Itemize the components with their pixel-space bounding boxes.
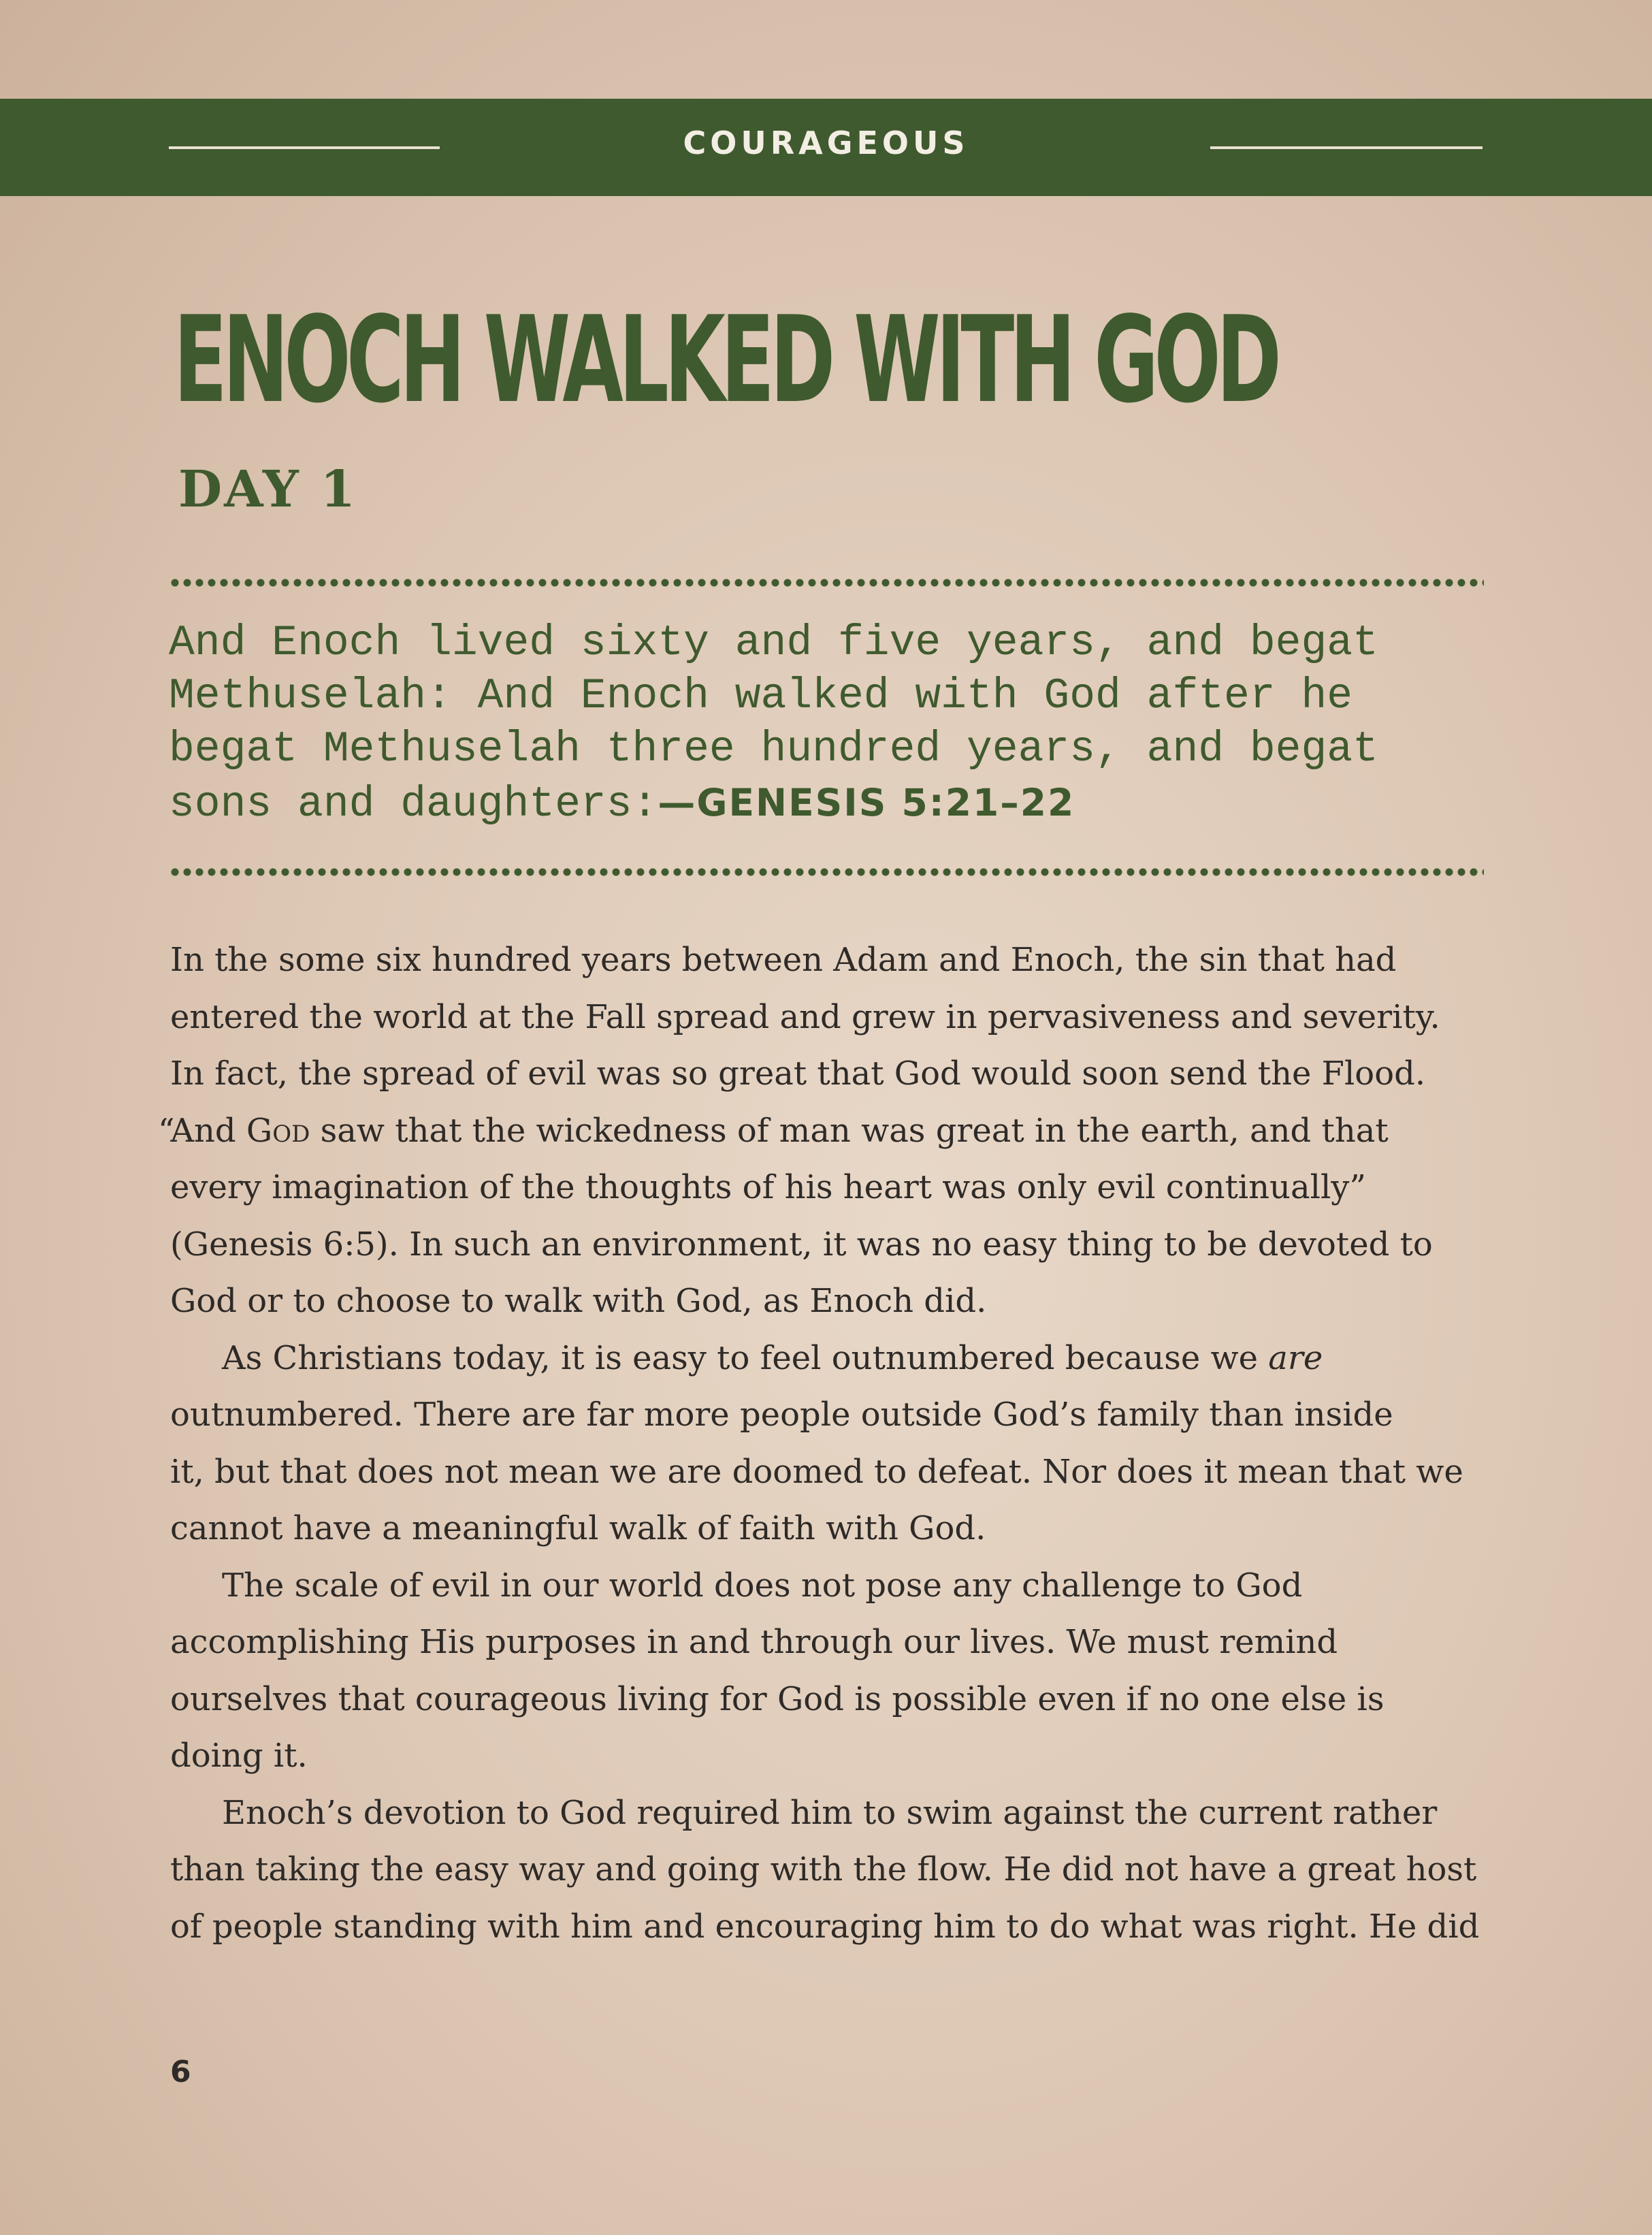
body-line: doing it. [170,1737,308,1775]
divine-name: God [246,1111,310,1150]
emphasis: are [1268,1338,1323,1377]
body-line: In fact, the spread of evil was so great that God would soon send the Flood. [170,1055,1426,1093]
dotted-divider-top [169,577,1484,588]
body-line: of people standing with him and encouraging him to do what was right. He did [170,1907,1480,1946]
body-line [158,1103,1494,1160]
body-text [158,932,1494,1955]
body-line: (Genesis 6:5). In such an environment, it was no easy thing to be devoted to [170,1225,1433,1264]
page-number: 6 [170,2055,191,2089]
verse-line: And Enoch lived sixty and five years, and begat [169,619,1378,667]
verse-line [169,776,1489,831]
body-line: God or to choose to walk with God, as Enoch did. [170,1282,987,1320]
page-title: ENOCH WALKED WITH GOD [174,291,1278,430]
body-line: The scale of evil in our world does not pose any challenge to God [222,1566,1303,1605]
body-line-segment: As Christians today, it is easy to feel outnumbered because we [222,1338,1269,1377]
body-line: ourselves that courageous living for God is possible even if no one else is [170,1679,1384,1718]
body-line-segment: “And [158,1111,246,1150]
verse-line: Methuselah: And Enoch walked with God after he [169,672,1353,720]
verse-reference: —GENESIS 5:21–22 [658,781,1075,824]
body-line: outnumbered. There are far more people outside God’s family than inside [170,1396,1393,1434]
header-band [0,99,1652,196]
body-line: In the some six hundred years between Adam and Enoch, the sin that had [170,941,1397,979]
dotted-divider-bottom [169,867,1484,878]
verse-line-text: sons and daughters: [169,780,658,829]
scripture-verse [169,617,1489,831]
verse-line: begat Methuselah three hundred years, and begat [169,725,1378,773]
body-line: entered the world at the Fall spread and grew in pervasiveness and severity. [170,997,1440,1036]
body-line: it, but that does not mean we are doomed to defeat. Nor does it mean that we [170,1452,1463,1491]
day-label: DAY 1 [178,460,357,519]
body-line: Enoch’s devotion to God required him to swim against the current rather [222,1793,1438,1832]
running-header: COURAGEOUS [683,125,969,161]
body-line: than taking the easy way and going with the flow. He did not have a great host [170,1850,1477,1888]
body-line: every imagination of the thoughts of his heart was only evil continually” [170,1168,1366,1206]
body-line: cannot have a meaningful walk of faith with God. [170,1509,986,1547]
body-line: accomplishing His purposes in and through our lives. We must remind [170,1623,1338,1661]
header-rule-right [1210,146,1483,149]
body-line-segment: saw that the wickedness of man was great in the earth, and that [310,1111,1389,1150]
body-line [170,1330,1494,1387]
